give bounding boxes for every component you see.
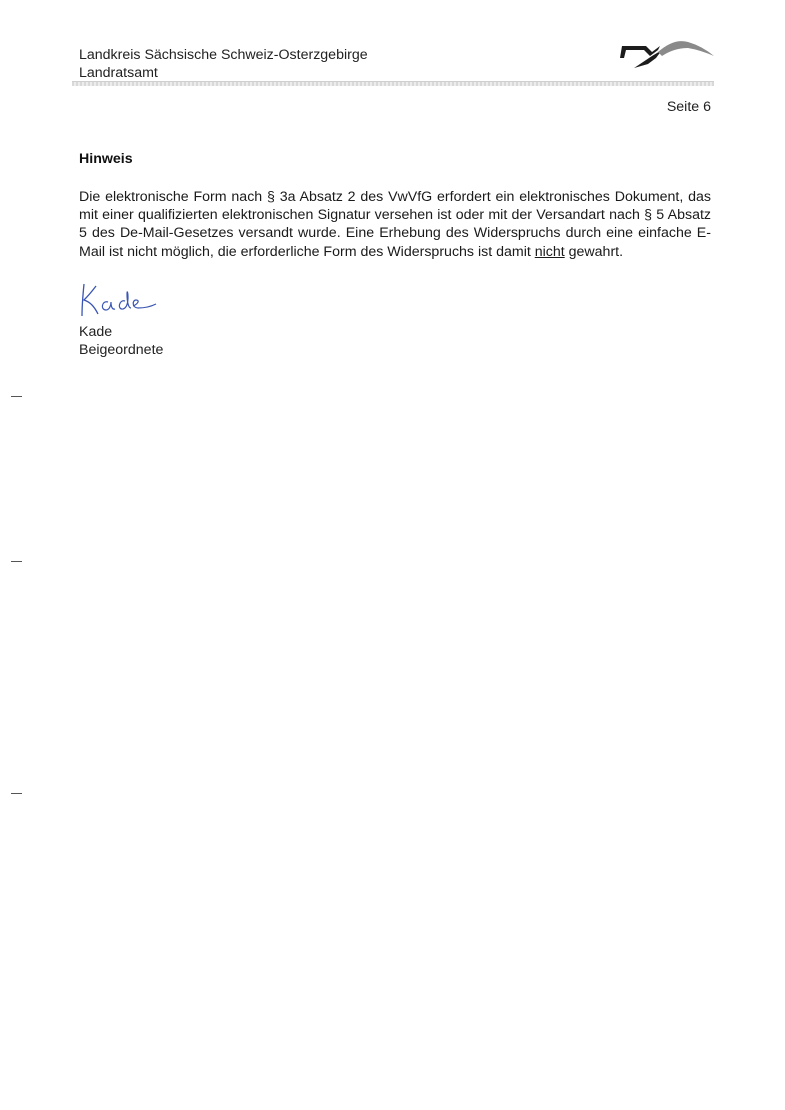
notice-text-part1: Die elektronische Form nach § 3a Absatz 2 des VwVfG erfordert ein elektronisches Dokument, das mit einer qualifizierten elektronischen Signatur versehen ist oder mit der Versandart nach § 5 Absatz 5 des De-Mail-Gesetzes versandt wurde. Eine Erhebung des Widerspruchs durch eine einfache E-Mail ist nicht möglich, die erforderliche Form des Widerspruchs ist damit bbox=[79, 189, 711, 260]
notice-heading: Hinweis bbox=[79, 151, 133, 167]
notice-paragraph bbox=[79, 188, 711, 261]
issuer-block bbox=[79, 46, 368, 82]
signer-name: Kade bbox=[79, 324, 113, 340]
page-number: Seite 6 bbox=[666, 99, 711, 115]
issuer-name: Landkreis Sächsische Schweiz-Osterzgebirge bbox=[79, 47, 368, 63]
notice-emphasis: nicht bbox=[534, 243, 565, 260]
signer-block bbox=[79, 323, 163, 359]
notice-text-part2: gewahrt. bbox=[564, 243, 624, 260]
punch-mark bbox=[11, 561, 22, 562]
header-divider bbox=[72, 81, 714, 86]
fold-mark bbox=[11, 396, 22, 397]
signer-title: Beigeordnete bbox=[79, 342, 164, 358]
issuer-office: Landratsamt bbox=[79, 65, 158, 81]
fold-mark bbox=[11, 793, 22, 794]
district-logo-icon bbox=[612, 36, 716, 76]
handwritten-signature bbox=[78, 280, 158, 320]
